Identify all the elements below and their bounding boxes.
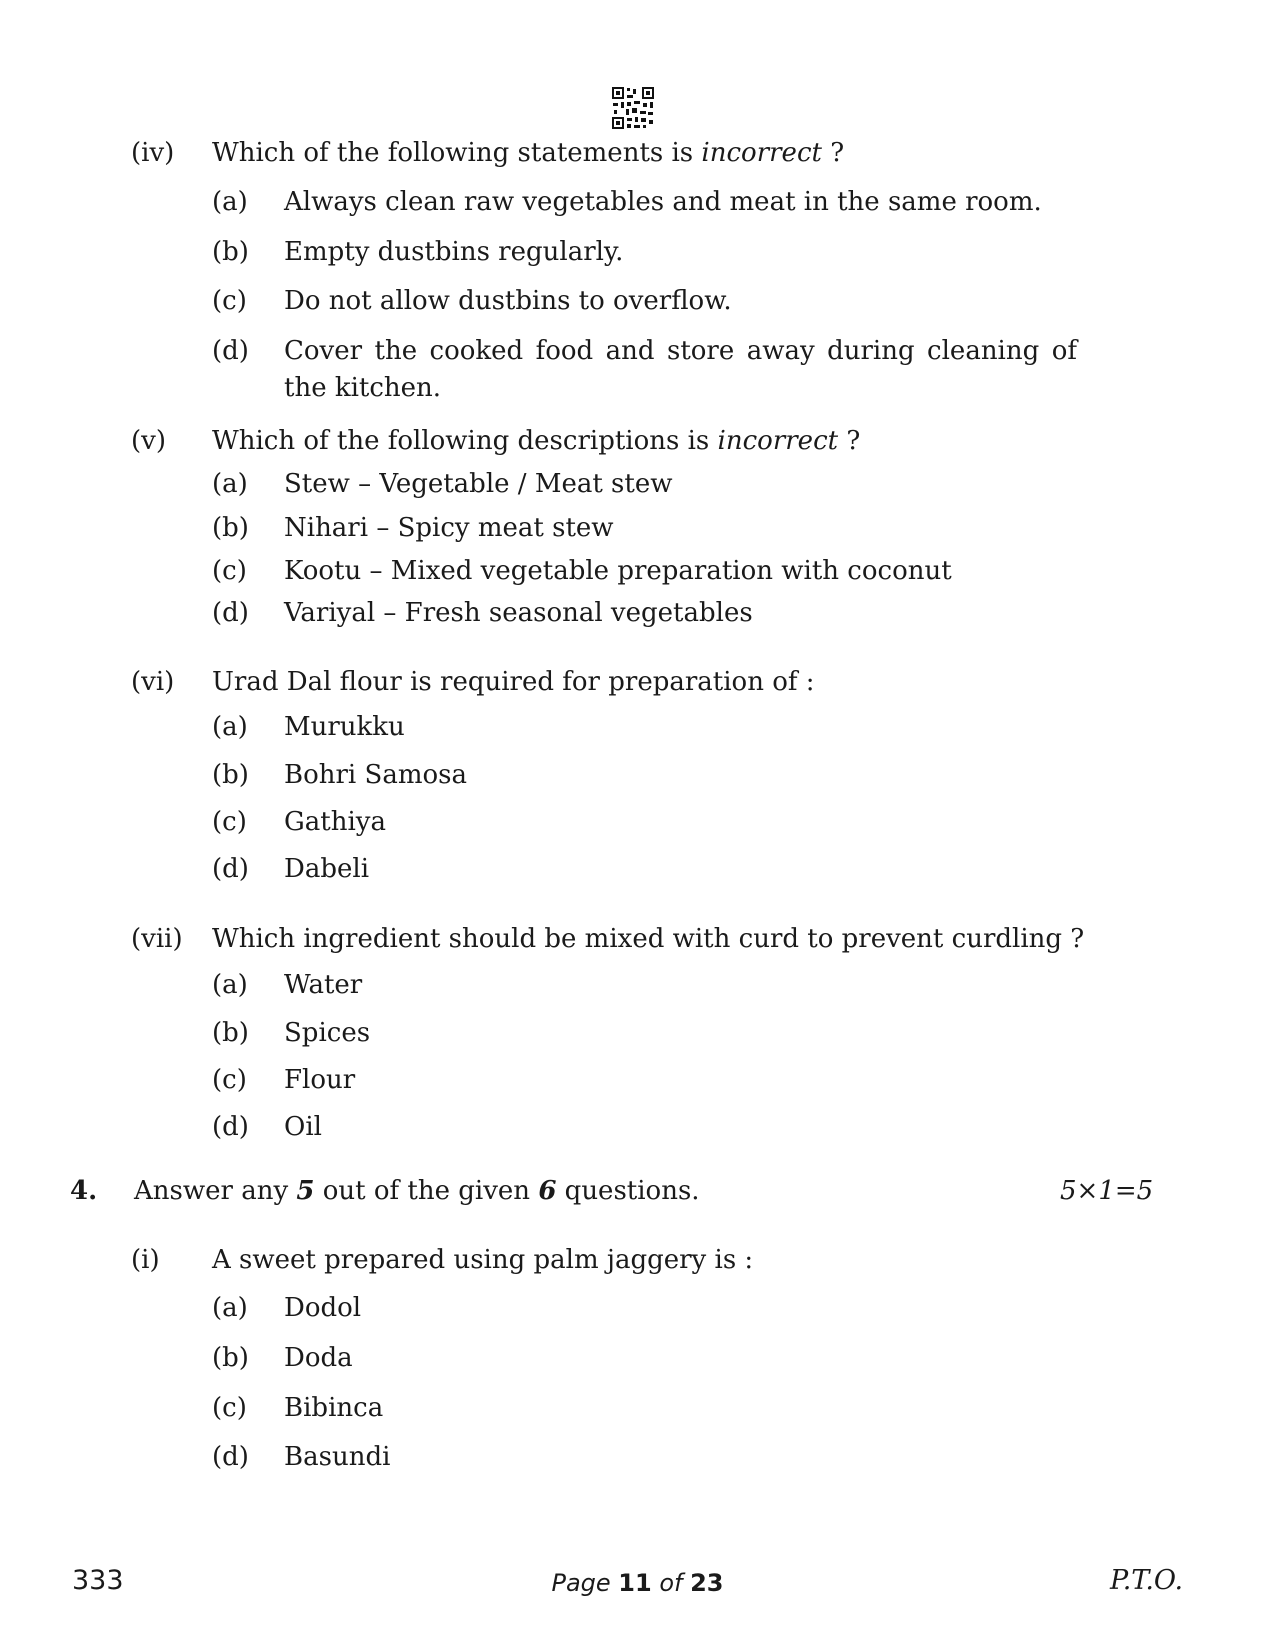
option-text: Do not allow dustbins to overflow. xyxy=(284,286,732,316)
option-letter: (d) xyxy=(212,854,249,884)
option-text: Cover the cooked food and store away during cleaning of the kitchen. xyxy=(284,336,1077,403)
option-letter: (b) xyxy=(212,1343,249,1373)
option-letter: (a) xyxy=(212,1293,248,1323)
option-text: Bibinca xyxy=(284,1393,384,1423)
option-text: Dabeli xyxy=(284,854,370,884)
instruction-number: 5 xyxy=(296,1176,315,1206)
question-stem xyxy=(212,138,844,168)
option-letter: (c) xyxy=(212,556,247,586)
stem-text-end: ? xyxy=(838,426,861,456)
instruction-text: out of the given xyxy=(314,1176,539,1206)
instruction-number: 6 xyxy=(538,1176,557,1206)
option-text: Oil xyxy=(284,1112,322,1142)
question-4-number: 4. xyxy=(70,1176,98,1206)
page-indicator xyxy=(0,1568,1275,1598)
option-text: Murukku xyxy=(284,712,405,742)
option-letter: (c) xyxy=(212,807,247,837)
option-text: Empty dustbins regularly. xyxy=(284,237,624,267)
question-number: (vi) xyxy=(131,667,175,697)
stem-text: Which of the following descriptions is xyxy=(212,426,718,456)
option-letter: (b) xyxy=(212,1018,249,1048)
question-number: (iv) xyxy=(131,138,175,168)
option-letter: (c) xyxy=(212,1393,247,1423)
question-stem xyxy=(212,426,860,456)
option-letter: (c) xyxy=(212,1065,247,1095)
marks-label: 5×1=5 xyxy=(1060,1176,1154,1206)
instruction-text: Answer any xyxy=(134,1176,297,1206)
stem-emphasis: incorrect xyxy=(717,426,839,456)
page-total: 23 xyxy=(690,1569,724,1597)
option-letter: (a) xyxy=(212,469,248,499)
option-letter: (d) xyxy=(212,1112,249,1142)
option-text: Basundi xyxy=(284,1442,391,1472)
page-word: Page xyxy=(551,1569,619,1597)
of-word: of xyxy=(651,1569,691,1597)
page-number: 11 xyxy=(618,1569,652,1597)
option-text: Bohri Samosa xyxy=(284,760,467,790)
option-letter: (d) xyxy=(212,336,249,366)
question-number: (i) xyxy=(131,1245,160,1275)
paper-code: 333 xyxy=(72,1565,124,1596)
question-stem: Urad Dal flour is required for preparation of : xyxy=(212,667,815,697)
option-text: Water xyxy=(284,970,363,1000)
stem-emphasis: incorrect xyxy=(701,138,822,168)
question-number: (v) xyxy=(131,426,166,456)
question-stem: Which ingredient should be mixed with curd to prevent curdling ? xyxy=(212,924,1085,954)
question-4-instruction xyxy=(134,1176,700,1206)
option-letter: (d) xyxy=(212,1442,249,1472)
option-text: Doda xyxy=(284,1343,353,1373)
option-text: Spices xyxy=(284,1018,371,1048)
option-text: Flour xyxy=(284,1065,356,1095)
option-letter: (b) xyxy=(212,237,249,267)
option-text: Always clean raw vegetables and meat in the same room. xyxy=(284,187,1042,217)
option-letter: (a) xyxy=(212,970,248,1000)
option-letter: (a) xyxy=(212,712,248,742)
qr-code-icon xyxy=(612,87,654,129)
option-letter: (b) xyxy=(212,760,249,790)
option-text: Gathiya xyxy=(284,807,386,837)
stem-text: Which of the following statements is xyxy=(212,138,702,168)
option-text: Kootu – Mixed vegetable preparation with coconut xyxy=(284,556,952,586)
option-text: Nihari – Spicy meat stew xyxy=(284,513,614,543)
option-text: Stew – Vegetable / Meat stew xyxy=(284,469,673,499)
question-number: (vii) xyxy=(131,924,183,954)
option-text: Dodol xyxy=(284,1293,362,1323)
option-letter: (a) xyxy=(212,187,248,217)
option-letter: (b) xyxy=(212,513,249,543)
pto-label: P.T.O. xyxy=(1110,1565,1184,1596)
option-letter: (d) xyxy=(212,598,249,628)
stem-text-end: ? xyxy=(821,138,845,168)
option-text: Variyal – Fresh seasonal vegetables xyxy=(284,598,753,628)
option-letter: (c) xyxy=(212,286,247,316)
instruction-text: questions. xyxy=(556,1176,700,1206)
question-stem: A sweet prepared using palm jaggery is : xyxy=(212,1245,754,1275)
